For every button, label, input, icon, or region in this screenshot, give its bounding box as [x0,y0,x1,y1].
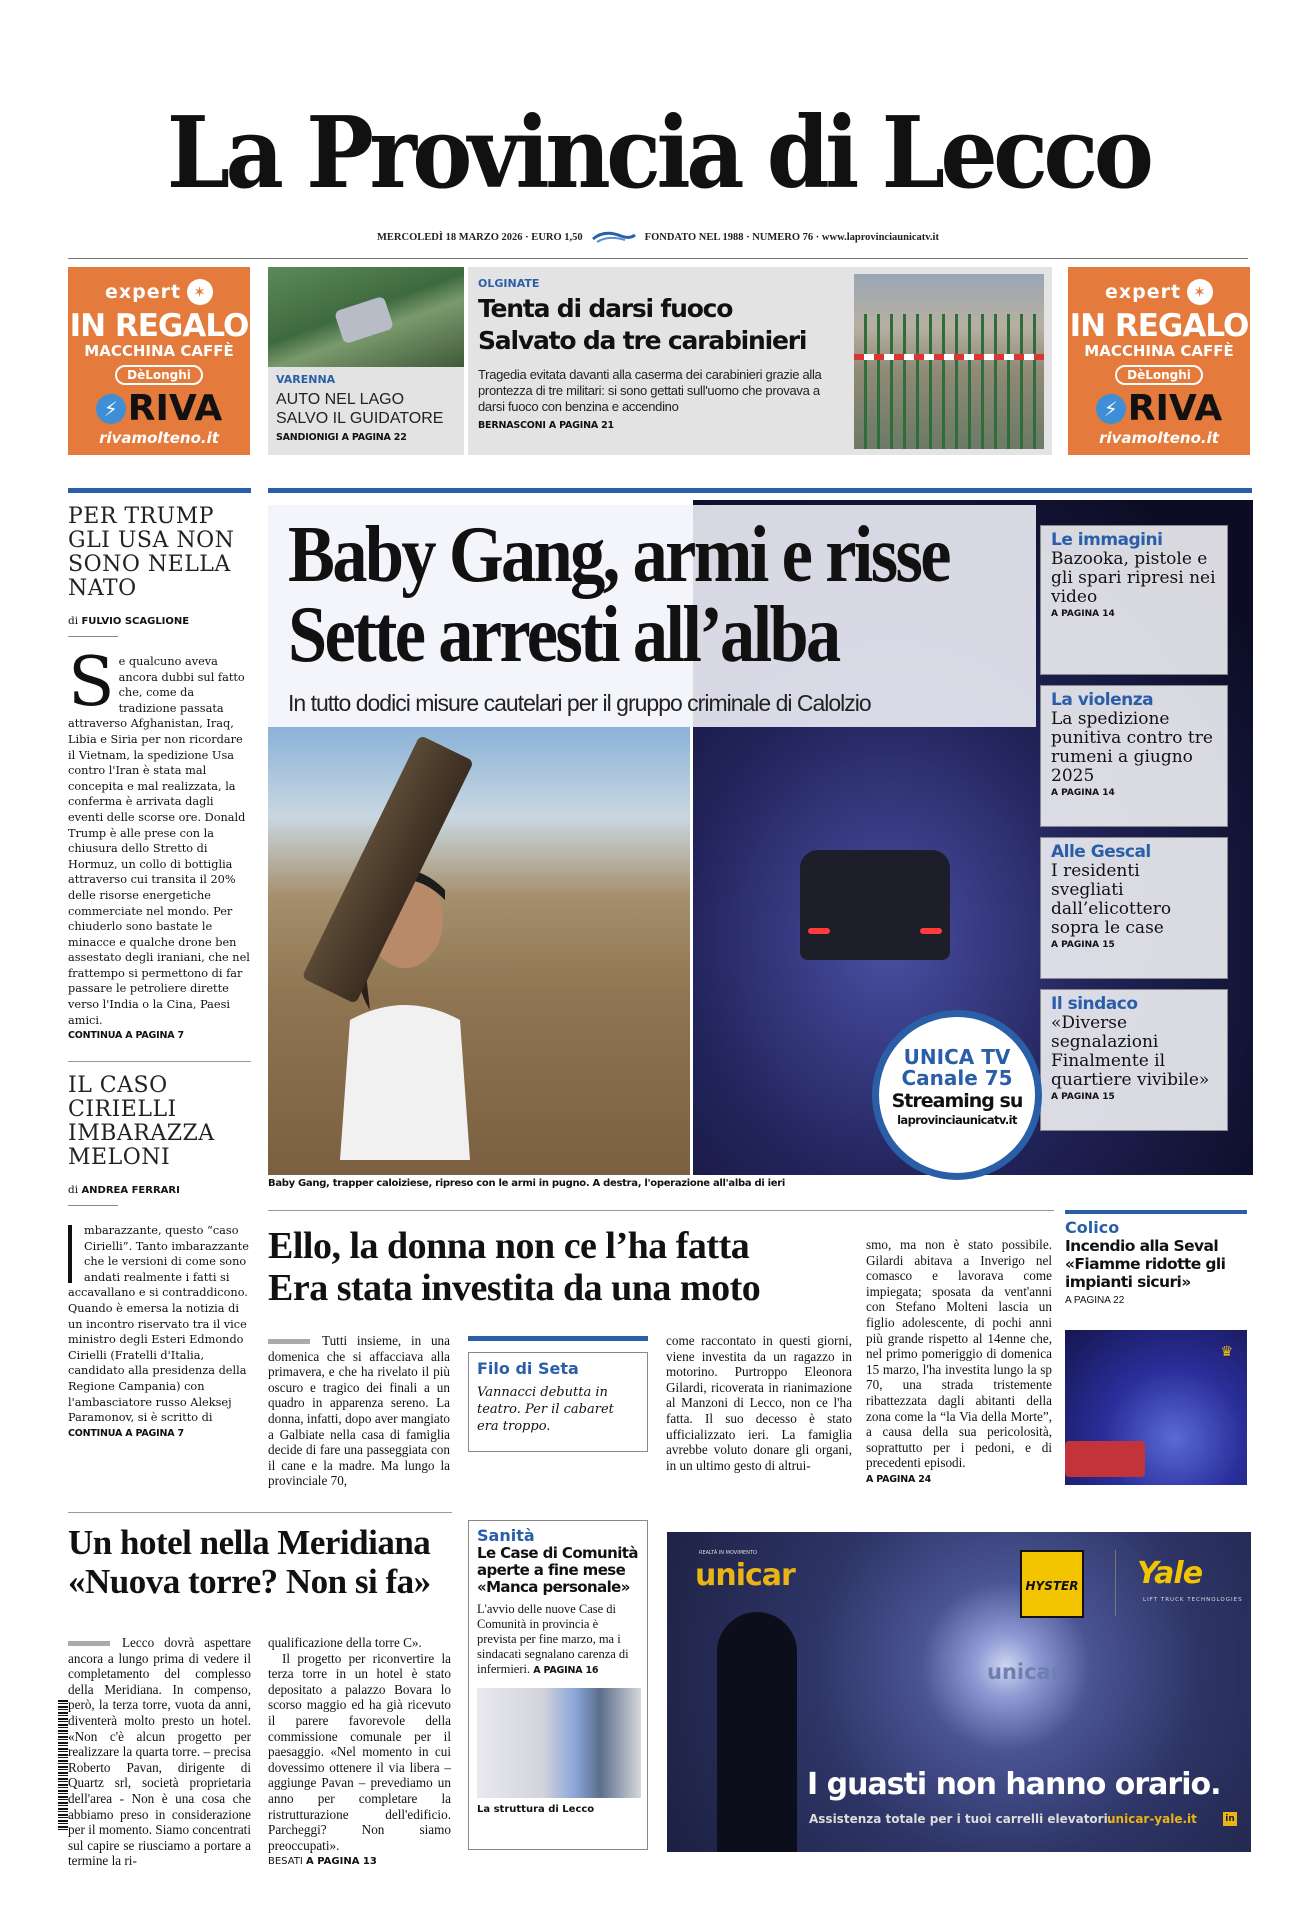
dateline [0,230,1316,244]
newspaper-masthead[interactable]: La Provincia di Lecco [166,96,1150,211]
ad-slogan: I guasti non hanno orario. [807,1767,1221,1802]
opinion-title: IL CASO CIRIELLI IMBARAZZA MELONI [68,1073,215,1170]
headline-line-2: Sette arresti all’alba [288,591,839,679]
ad-headline: IN REGALO [69,308,249,344]
streaming-label: Streaming su [891,1090,1023,1112]
linkedin-icon[interactable]: in [1223,1812,1237,1826]
section-rule [68,488,251,493]
barracks-gate-photo [854,274,1044,449]
ad-tagline: REALTÀ IN MOVIMENTO [699,1550,757,1556]
dropcap: S [68,643,115,722]
unicar-logo: unicar [695,1558,795,1593]
divider [68,1512,452,1513]
dropcap-bar [68,1225,72,1283]
ello-headline[interactable] [268,1225,760,1309]
sidebar-text: I residenti svegliati dall’elicottero sopra le case [1051,861,1172,938]
hotel-col-2: qualificazione della torre C». Il progetto per riconvertire la terza torre in un hotel è stato depositato a palazzo Bovara lo scorso maggio ed ha già ricevuto il parere favorevole della commissione comunale per il paesaggio. «Nel momento in cui dovessimo ottenere il via libera – aggiunge Pavan – prevediamo un anno per completare la ristrutturazione dell'edificio. Parcheggi? Non siamo preoccupati». BESATI A PAGINA 13 [268,1635,451,1868]
teaser-text: Tragedia evitata davanti alla caserma dei carabinieri grazie alla prontezza di tre militari: si sono gettati sull'uomo che provava a darsi fuoco con benzina e accendino [478,367,822,414]
headline-line-1: Baby Gang, armi e risse [288,511,949,599]
lightning-icon: ⚡ [96,394,126,424]
headline-line-1: Ello, la donna non ce l’ha fatta [268,1225,750,1267]
sidebar-box-gescal[interactable] [1040,837,1228,979]
unica-tv-badge[interactable] [872,1010,1042,1180]
ello-col-1: Tutti insieme, in una domenica che si affacciava alla primavera, e che ha rivelato il più oscuro e tragico dei finali a un quadro in apparenza sereno. La donna, infatti, dopo aver mangiato a Galbiate nella casa di famiglia decide di fare una passeggiata con il cane e la madre. Ma lungo la provinciale 70, [268,1333,450,1489]
tv-channel-name: UNICA TV [903,1045,1011,1069]
section-rule [468,1336,648,1341]
continue-ref[interactable]: CONTINUA A PAGINA 7 [68,1427,184,1439]
ad-store: RIVA [1127,388,1223,429]
kicker: Sanità [477,1526,535,1545]
page-ref: A PAGINA 14 [1051,788,1115,798]
tv-channel-number: Canale 75 [901,1066,1013,1090]
page-ref: A PAGINA 15 [1051,1092,1115,1102]
unicar-ad[interactable] [667,1532,1251,1852]
wave-logo-icon [591,230,637,244]
lightning-icon: ⚡ [1096,394,1126,424]
police-car-photo [800,850,950,960]
teaser-title: Incendio alla Seval «Fiamme ridotte gli impianti sicuri» [1065,1237,1226,1291]
ad-product: MACCHINA CAFFÈ [1084,342,1234,360]
teaser-varenna[interactable] [268,267,464,455]
ello-col-3: smo, ma non è stato possibile. Gilardi abitava a Inverigo nel comasco e lavorava come impiegata; sposata da vent'anni con Stefano Molteni lascia un figlio adolescente, di pochi anni più grande rispetto al 14enne che, nel primo pomeriggio di domenica 15 marzo, l'ha investita lungo la sp 70, una strada tristemente ribattezzata dagli abitanti della zona come la “la Via della Morte”, a causa della sua pericolosità, soprattutto per i pedoni, e di precedenti episodi. A PAGINA 24 [866,1237,1052,1485]
teaser-olginate[interactable] [468,267,1052,455]
page-ref[interactable]: A PAGINA 16 [533,1665,599,1676]
page-ref: A PAGINA 15 [1051,940,1115,950]
lead-headline[interactable] [288,511,949,679]
kicker: Colico [1065,1218,1120,1237]
lead-subhead: In tutto dodici misure cautelari per il gruppo criminale di Calolzio [288,690,871,716]
expert-seal-icon: ✶ [187,279,213,305]
sidebar-kicker: Il sindaco [1051,994,1138,1014]
kicker: VARENNA [276,373,336,386]
divider [68,1061,251,1062]
expert-ad-right[interactable] [1068,267,1250,455]
page-ref: A PAGINA 14 [1051,609,1115,619]
yale-subline: LIFT TRUCK TECHNOLOGIES [1143,1597,1243,1603]
worker-silhouette [717,1612,797,1852]
page-ref: BERNASCONI A PAGINA 21 [478,420,614,431]
filo-text: Vannacci debutta in teatro. Per il cabaret era troppo. [477,1385,614,1434]
filo-di-seta-box[interactable] [468,1352,648,1452]
opinion-trump[interactable] [68,505,251,1041]
sidebar-box-immagini[interactable] [1040,525,1228,675]
opinion-title: PER TRUMP GLI USA NON SONO NELLA NATO [68,504,235,601]
photo-caption: Baby Gang, trapper caloiziese, ripreso con le armi in pugno. A destra, l'operazione all'alba di ieri [268,1178,786,1189]
sidebar-text: La spedizione punitiva contro tre rumeni a giugno 2025 [1051,709,1213,786]
expert-ad-left[interactable] [68,267,250,455]
expert-seal-icon: ✶ [1187,279,1213,305]
ad-url[interactable]: unicar-yale.it [1107,1812,1197,1826]
fire-trucks-photo [1065,1330,1247,1485]
ad-partner: DèLonghi [115,365,203,385]
community-house-photo [477,1688,641,1798]
ad-headline: IN REGALO [1069,308,1249,344]
hotel-headline[interactable] [68,1523,431,1601]
byline: di ANDREA FERRARI [68,1184,180,1196]
kicker: OLGINATE [478,277,540,290]
page-ref[interactable]: BESATI A PAGINA 13 [268,1856,377,1868]
teaser-title-l2: SALVO IL GUIDATORE [276,410,444,427]
page-ref: A PAGINA 22 [1065,1295,1125,1306]
opinion-cirielli[interactable] [68,1074,251,1439]
divider [268,1210,1054,1211]
opinion-body: mbarazzante, questo “caso Cirielli”. Tanto imbarazzante che le versioni di come sono andati realmente i fatti si accavallano e si contraddicono. Quando è emersa la notizia di un incontro riservato tra il vice ministro degli Esteri Edmondo Cirielli (Fratelli d'Italia, candidato alla presidenza della Regione Campania) con l'ambasciatore russo Aleksej Paramonov, si è scritto di [68,1224,249,1425]
hyster-logo: HYSTER [1020,1550,1084,1618]
author: ANDREA FERRARI [81,1185,180,1196]
author: FULVIO SCAGLIONE [81,616,190,627]
sidebar-box-sindaco[interactable] [1040,989,1228,1131]
headline-line-2: Era stata investita da una moto [268,1267,761,1309]
continue-ref[interactable]: CONTINUA A PAGINA 7 [68,1030,184,1042]
ad-url[interactable]: rivamolteno.it [1099,429,1219,447]
sidebar-text: «Diverse segnalazioni Finalmente il quartiere vivibile» [1051,1013,1210,1090]
sidebar-kicker: La violenza [1051,690,1154,710]
sanita-box[interactable] [468,1520,648,1850]
teaser-title-l2: Salvato da tre carabinieri [478,326,807,355]
car-in-lake-photo [268,267,464,367]
ello-col-2: come raccontato in questi giorni, viene investita da un ragazzo in motorino. Purtroppo Eleonora Gilardi, ricoverata in rianimazione al Manzoni di Lecco, non ce l'ha fatta. Il suo decesso è stato ufficializzato ieri. La famiglia avrebbe voluto donare gli organi, in un ultimo gesto di altrui- [666,1333,852,1473]
ad-product: MACCHINA CAFFÈ [84,342,234,360]
date-price: MERCOLEDÌ 18 MARZO 2026 · EURO 1,50 [377,231,583,243]
divider [1115,1550,1116,1616]
barcode [58,1700,68,1830]
photo-caption: La struttura di Lecco [477,1804,595,1815]
page-ref[interactable]: A PAGINA 24 [866,1473,932,1485]
spotlight-logo: unicar [987,1660,1062,1684]
divider [68,1205,118,1206]
sidebar-box-violenza[interactable] [1040,685,1228,827]
ad-brand: expert [104,281,182,303]
opinion-body: Se qualcuno aveva ancora dubbi sul fatto che, come da tradizione passata attraverso Afghanistan, Iraq, Libia e Siria per non ricordare il Vietnam, la spedizione Usa contro l'Iran è stata mal concepita e mal realizzata, la conferma è arrivata dagli eventi delle scorse ore. Donald Trump è alle prese con la chiusura dello Stretto di Hormuz, un collo di bottiglia attraverso cui transita il 20% delle risorse energetiche commerciate nel mondo. Per chiuderlo sono bastate le minacce e qualche drone ben assestato degli iraniani, che nel frattempo si permettono di far passare le petroliere dirette verso l'India o la Cina, Paesi amici. [68,643,250,1027]
byline: di FULVIO SCAGLIONE [68,615,190,627]
colico-teaser[interactable] [1065,1218,1247,1306]
filo-kicker: Filo di Seta [477,1359,579,1378]
lead-sidebar [1040,525,1228,1141]
sanita-title: Le Case di Comunità aperte a fine mese «Manca personale» [477,1544,638,1596]
headline-line-2: «Nuova torre? Non si fa» [68,1562,431,1601]
founded-number: FONDATO NEL 1988 · NUMERO 76 · www.laprovinciaunicatv.it [644,231,939,243]
sanita-text: L'avvio delle nuove Case di Comunità in provincia è prevista per fine marzo, ma i sindacati segnalano carenza di infermieri. A PAGINA 16 [477,1602,629,1676]
sidebar-text: Bazooka, pistole e gli spari ripresi nei video [1051,549,1216,607]
section-rule [268,488,1252,493]
divider [68,258,1248,259]
page-ref: SANDIONIGI A PAGINA 22 [276,432,407,443]
divider [68,636,118,637]
streaming-url[interactable]: laprovinciaunicatv.it [897,1113,1017,1127]
teaser-title-l1: Tenta di darsi fuoco [478,294,733,323]
ad-store: RIVA [127,388,223,429]
ad-brand: expert [1104,281,1182,303]
ad-subline: Assistenza totale per i tuoi carrelli elevatori. [809,1812,1113,1826]
ad-partner: DèLonghi [1115,365,1203,385]
hotel-col-1: Lecco dovrà aspettare ancora a lungo prima di vedere il completamento del complesso della Meridiana. In compenso, però, la terza torre, vuota da anni, diventerà molto presto un hotel. «Non c'è alcun progetto per realizzare la quarta torre. – precisa Roberto Pavan, dirigente di Quartz srl, società proprietaria dell'area - Non è una cosa che abbiamo preso in considerazione per il momento. Siamo concentrati sul capire se riusciamo a portare a termine la ri- [68,1635,251,1869]
headline-line-1: Un hotel nella Meridiana [68,1523,431,1562]
yale-logo: Yale [1137,1556,1203,1591]
section-rule [1065,1210,1247,1214]
sidebar-kicker: Alle Gescal [1051,842,1151,862]
sidebar-kicker: Le immagini [1051,530,1163,550]
ad-url[interactable]: rivamolteno.it [99,429,219,447]
teaser-title-l1: AUTO NEL LAGO [276,391,405,408]
firefighters-emblem-icon: ♛ [1220,1344,1233,1360]
